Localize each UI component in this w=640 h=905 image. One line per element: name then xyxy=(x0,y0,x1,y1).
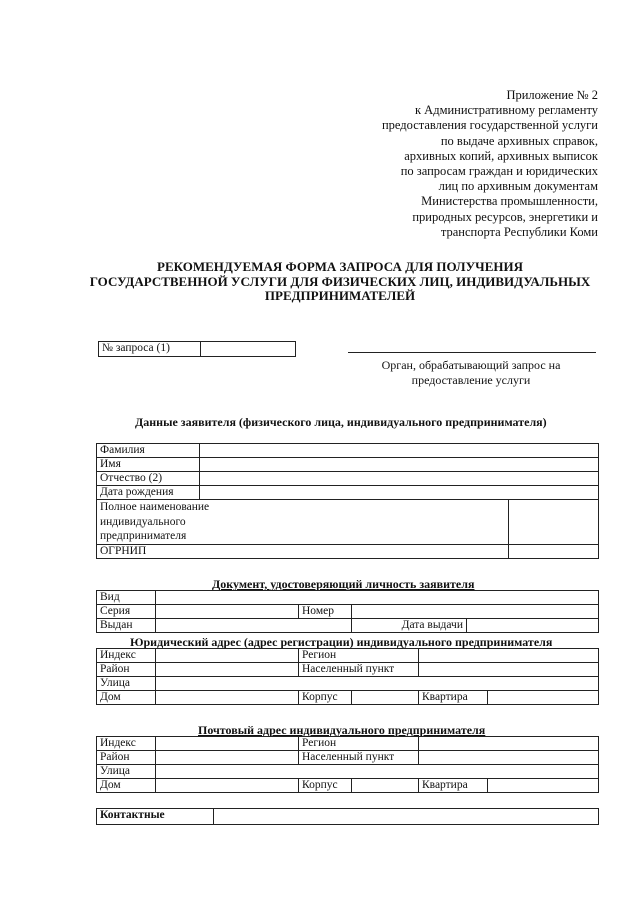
identity-table xyxy=(96,590,599,633)
postal-region-field[interactable] xyxy=(419,737,599,751)
appendix-line: природных ресурсов, энергетики и xyxy=(412,209,598,224)
issued-by-field[interactable] xyxy=(156,619,352,633)
appendix-line: по выдаче архивных справок, xyxy=(440,133,598,148)
postal-house-label: Дом xyxy=(97,779,156,793)
surname-label: Фамилия xyxy=(97,444,200,458)
appendix-line: транспорта Республики Коми xyxy=(440,224,598,239)
postal-apartment-label: Квартира xyxy=(419,779,488,793)
patronymic-label: Отчество (2) xyxy=(97,472,200,486)
legal-building-label: Корпус xyxy=(299,691,352,705)
postal-district-field[interactable] xyxy=(156,751,299,765)
request-number-field[interactable] xyxy=(201,342,296,357)
contacts-field[interactable] xyxy=(214,809,599,825)
legal-district-label: Район xyxy=(97,663,156,677)
entrepreneur-name-line: индивидуального xyxy=(100,515,186,528)
issued-by-label: Выдан xyxy=(97,619,156,633)
issue-date-label: Дата выдачи xyxy=(352,619,467,633)
postal-locality-label: Населенный пункт xyxy=(299,751,419,765)
doc-number-field[interactable] xyxy=(352,605,599,619)
legal-house-label: Дом xyxy=(97,691,156,705)
issue-date-field[interactable] xyxy=(467,619,599,633)
appendix-line: по запросам граждан и юридических xyxy=(400,164,598,179)
appendix-line: Приложение № 2 xyxy=(506,88,598,102)
postal-street-field[interactable] xyxy=(156,765,599,779)
org-caption xyxy=(340,358,602,388)
legal-locality-field[interactable] xyxy=(419,663,599,677)
legal-index-field[interactable] xyxy=(156,649,299,663)
doc-type-label: Вид xyxy=(97,591,156,605)
postal-address-heading: Почтовый адрес индивидуального предпринимателя xyxy=(198,723,486,737)
postal-index-field[interactable] xyxy=(156,737,299,751)
appendix-line: к Административному регламенту xyxy=(414,103,598,118)
title-line: ПРЕДПРИНИМАТЕЛЕЙ xyxy=(264,288,416,303)
postal-street-label: Улица xyxy=(97,765,156,779)
appendix-line: лиц по архивным документам xyxy=(438,179,598,194)
entrepreneur-name-line: предпринимателя xyxy=(100,530,187,542)
postal-building-field[interactable] xyxy=(352,779,419,793)
name-label: Имя xyxy=(97,458,200,472)
legal-address-heading: Юридический адрес (адрес регистрации) индивидуального предпринимателя xyxy=(130,635,553,649)
surname-field[interactable] xyxy=(200,444,599,458)
legal-district-field[interactable] xyxy=(156,663,299,677)
identity-heading: Документ, удостоверяющий личность заявителя xyxy=(212,577,475,591)
birthdate-label: Дата рождения xyxy=(97,486,200,500)
org-caption-line: предоставление услуги xyxy=(411,373,531,387)
doc-number-label: Номер xyxy=(299,605,352,619)
title-line: РЕКОМЕНДУЕМАЯ ФОРМА ЗАПРОСА ДЛЯ ПОЛУЧЕНИЯ xyxy=(157,259,523,274)
request-number-label: № запроса (1) xyxy=(99,342,201,357)
legal-apartment-field[interactable] xyxy=(488,691,599,705)
postal-index-label: Индекс xyxy=(97,737,156,751)
applicant-heading: Данные заявителя (физического лица, индивидуального предпринимателя) xyxy=(135,415,547,429)
legal-region-label: Регион xyxy=(299,649,419,663)
doc-type-field[interactable] xyxy=(156,591,599,605)
legal-apartment-label: Квартира xyxy=(419,691,488,705)
appendix-line: архивных копий, архивных выписок xyxy=(404,148,598,163)
legal-locality-label: Населенный пункт xyxy=(299,663,419,677)
org-caption-line: Орган, обрабатывающий запрос на xyxy=(381,358,561,372)
legal-street-label: Улица xyxy=(97,677,156,691)
legal-index-label: Индекс xyxy=(97,649,156,663)
entrepreneur-name-label xyxy=(97,500,509,545)
birthdate-field[interactable] xyxy=(200,486,599,500)
contacts-table xyxy=(96,808,599,825)
form-title xyxy=(40,260,640,304)
postal-locality-field[interactable] xyxy=(419,751,599,765)
legal-address-table xyxy=(96,648,599,705)
postal-house-field[interactable] xyxy=(156,779,299,793)
appendix-header xyxy=(382,88,598,240)
appendix-line: Министерства промышленности, xyxy=(421,194,598,209)
title-line: ГОСУДАРСТВЕННОЙ УСЛУГИ ДЛЯ ФИЗИЧЕСКИХ ЛИЦ, ИНДИВИДУАЛЬНЫХ xyxy=(89,273,591,289)
postal-district-label: Район xyxy=(97,751,156,765)
ogrnip-field[interactable] xyxy=(508,544,598,558)
postal-apartment-field[interactable] xyxy=(488,779,599,793)
ogrnip-label: ОГРНИП xyxy=(97,544,509,558)
org-signature-line[interactable] xyxy=(348,352,596,353)
patronymic-field[interactable] xyxy=(200,472,599,486)
legal-house-field[interactable] xyxy=(156,691,299,705)
appendix-line: предоставления государственной услуги xyxy=(381,118,598,133)
name-field[interactable] xyxy=(200,458,599,472)
postal-address-table xyxy=(96,736,599,793)
applicant-table xyxy=(96,443,599,559)
request-number-table xyxy=(98,341,296,357)
doc-series-field[interactable] xyxy=(156,605,299,619)
legal-region-field[interactable] xyxy=(419,649,599,663)
doc-series-label: Серия xyxy=(97,605,156,619)
contacts-label: Контактные xyxy=(97,809,214,825)
legal-street-field[interactable] xyxy=(156,677,599,691)
entrepreneur-name-line: Полное наименование xyxy=(100,501,210,513)
postal-region-label: Регион xyxy=(299,737,419,751)
entrepreneur-name-field[interactable] xyxy=(508,500,598,545)
legal-building-field[interactable] xyxy=(352,691,419,705)
postal-building-label: Корпус xyxy=(299,779,352,793)
